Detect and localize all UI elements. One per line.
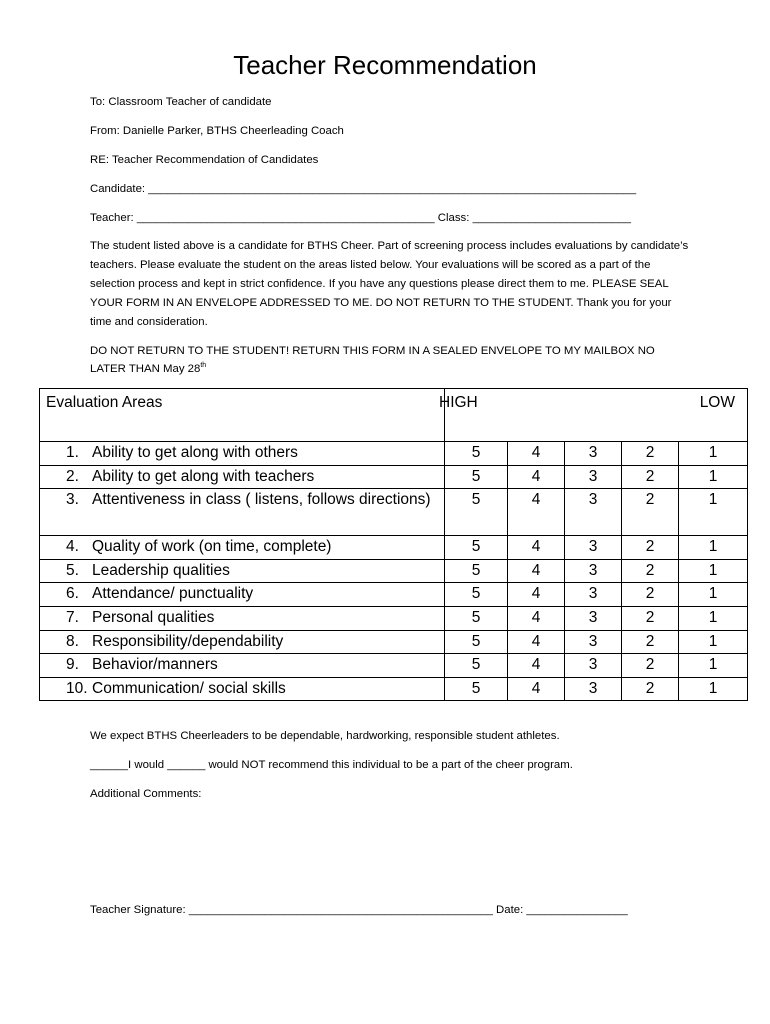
score-option-2[interactable]: 2	[622, 654, 679, 678]
score-option-1[interactable]: 1	[679, 654, 748, 678]
score-option-3[interactable]: 3	[565, 465, 622, 489]
score-option-2[interactable]: 2	[622, 677, 679, 701]
evaluation-table-header	[40, 389, 748, 442]
header-high-label: HIGH	[439, 394, 478, 411]
item-number: 2.	[66, 467, 79, 485]
score-option-3[interactable]: 3	[565, 489, 622, 536]
score-option-4[interactable]: 4	[508, 583, 565, 607]
score-option-2[interactable]: 2	[622, 536, 679, 560]
score-option-1[interactable]: 1	[679, 442, 748, 466]
score-option-2[interactable]: 2	[622, 442, 679, 466]
evaluation-area-cell	[40, 583, 445, 607]
item-number: 8.	[66, 632, 79, 650]
evaluation-row	[40, 630, 748, 654]
item-number: 9.	[66, 656, 79, 674]
evaluation-area-cell	[40, 489, 445, 536]
score-option-1[interactable]: 1	[679, 677, 748, 701]
item-number: 7.	[66, 608, 79, 626]
evaluation-row	[40, 489, 748, 536]
score-option-3[interactable]: 3	[565, 654, 622, 678]
page-title: Teacher Recommendation	[233, 50, 537, 80]
item-number: 5.	[66, 561, 79, 579]
item-label: Personal qualities	[92, 608, 215, 626]
item-number: 4.	[66, 538, 79, 556]
score-option-1[interactable]: 1	[679, 536, 748, 560]
item-label: Attendance/ punctuality	[92, 585, 254, 603]
score-option-5[interactable]: 5	[445, 606, 508, 630]
return-warning-text: DO NOT RETURN TO THE STUDENT! RETURN THIS FORM IN A SEALED ENVELOPE TO MY MAILBOX NO LATER THAN May 28	[90, 345, 655, 375]
return-warning-superscript: th	[200, 361, 207, 369]
score-option-2[interactable]: 2	[622, 630, 679, 654]
score-option-1[interactable]: 1	[679, 465, 748, 489]
signature-date-line[interactable]: Teacher Signature: ________________________________________________ Date: ________________	[90, 904, 628, 916]
item-label: Ability to get along with others	[92, 444, 298, 461]
additional-comments-label: Additional Comments:	[90, 788, 202, 800]
score-option-1[interactable]: 1	[679, 630, 748, 654]
from-line: From: Danielle Parker, BTHS Cheerleading Coach	[90, 125, 344, 137]
evaluation-area-cell	[40, 677, 445, 701]
score-option-3[interactable]: 3	[565, 606, 622, 630]
score-option-5[interactable]: 5	[445, 654, 508, 678]
item-label: Behavior/manners	[92, 656, 218, 674]
score-option-4[interactable]: 4	[508, 630, 565, 654]
header-blank	[565, 389, 622, 442]
evaluation-row	[40, 677, 748, 701]
score-option-4[interactable]: 4	[508, 442, 565, 466]
re-line: RE: Teacher Recommendation of Candidates	[90, 154, 319, 166]
evaluation-row	[40, 465, 748, 489]
item-number: 10.	[66, 679, 88, 697]
score-option-4[interactable]: 4	[508, 677, 565, 701]
item-label: Responsibility/dependability	[92, 632, 284, 650]
evaluation-area-cell	[40, 536, 445, 560]
evaluation-row	[40, 606, 748, 630]
score-option-1[interactable]: 1	[679, 559, 748, 583]
item-label: Communication/ social skills	[92, 679, 286, 697]
item-number: 1.	[66, 444, 79, 461]
score-option-5[interactable]: 5	[445, 559, 508, 583]
score-option-4[interactable]: 4	[508, 536, 565, 560]
evaluation-area-cell	[40, 654, 445, 678]
score-option-3[interactable]: 3	[565, 630, 622, 654]
evaluation-row	[40, 654, 748, 678]
expectation-statement: We expect BTHS Cheerleaders to be dependable, hardworking, responsible student athletes.	[90, 730, 560, 742]
score-option-2[interactable]: 2	[622, 489, 679, 536]
item-label: Attentiveness in class ( listens, follows directions)	[92, 491, 431, 509]
item-label: Leadership qualities	[92, 561, 230, 579]
score-option-4[interactable]: 4	[508, 559, 565, 583]
evaluation-area-cell	[40, 442, 445, 466]
header-low: LOW	[679, 389, 748, 442]
evaluation-area-cell	[40, 606, 445, 630]
score-option-5[interactable]: 5	[445, 630, 508, 654]
score-option-3[interactable]: 3	[565, 442, 622, 466]
evaluation-row	[40, 583, 748, 607]
evaluation-area-cell	[40, 630, 445, 654]
score-option-3[interactable]: 3	[565, 559, 622, 583]
score-option-2[interactable]: 2	[622, 559, 679, 583]
header-blank	[622, 389, 679, 442]
evaluation-row	[40, 536, 748, 560]
item-number: 3.	[66, 491, 79, 509]
score-option-5[interactable]: 5	[445, 465, 508, 489]
teacher-class-field[interactable]: Teacher: _______________________________________________ Class: _________________________	[90, 212, 631, 224]
score-option-5[interactable]: 5	[445, 677, 508, 701]
score-option-3[interactable]: 3	[565, 536, 622, 560]
score-option-5[interactable]: 5	[445, 442, 508, 466]
item-label: Quality of work (on time, complete)	[92, 538, 332, 556]
item-label: Ability to get along with teachers	[92, 467, 315, 485]
header-evaluation-areas: Evaluation Areas	[40, 389, 445, 442]
evaluation-row	[40, 559, 748, 583]
score-option-5[interactable]: 5	[445, 489, 508, 536]
score-option-2[interactable]: 2	[622, 465, 679, 489]
header-high	[439, 389, 508, 442]
to-line: To: Classroom Teacher of candidate	[90, 96, 272, 108]
score-option-1[interactable]: 1	[679, 489, 748, 536]
additional-comments-area[interactable]	[90, 806, 690, 896]
evaluation-row	[40, 442, 748, 466]
evaluation-area-cell	[40, 559, 445, 583]
intro-paragraph: The student listed above is a candidate for BTHS Cheer. Part of screening process includes evaluations by candidate’s teachers. Please evaluate the student on the areas listed below. Your evaluations will be scored as a part of the selection process and kept in strict confidence. If you have any questions please direct them to me. PLEASE SEAL YOUR FORM IN AN ENVELOPE ADDRESSED TO ME. DO NOT RETURN TO THE STUDENT. Thank you for your time and consideration.	[90, 240, 689, 328]
header-blank	[508, 389, 565, 442]
score-option-1[interactable]: 1	[679, 583, 748, 607]
score-option-2[interactable]: 2	[622, 583, 679, 607]
score-option-5[interactable]: 5	[445, 583, 508, 607]
item-number: 6.	[66, 585, 79, 603]
recommendation-choice[interactable]: ______I would ______ would NOT recommend this individual to be a part of the cheer program.	[90, 759, 573, 771]
score-option-1[interactable]: 1	[679, 606, 748, 630]
score-option-4[interactable]: 4	[508, 654, 565, 678]
evaluation-table	[39, 388, 748, 701]
score-option-4[interactable]: 4	[508, 606, 565, 630]
score-option-2[interactable]: 2	[622, 606, 679, 630]
return-warning	[90, 343, 680, 378]
evaluation-area-cell	[40, 465, 445, 489]
score-option-3[interactable]: 3	[565, 677, 622, 701]
candidate-field[interactable]: Candidate: _____________________________________________________________________________	[90, 183, 637, 195]
score-option-3[interactable]: 3	[565, 583, 622, 607]
score-option-4[interactable]: 4	[508, 489, 565, 536]
score-option-4[interactable]: 4	[508, 465, 565, 489]
score-option-5[interactable]: 5	[445, 536, 508, 560]
